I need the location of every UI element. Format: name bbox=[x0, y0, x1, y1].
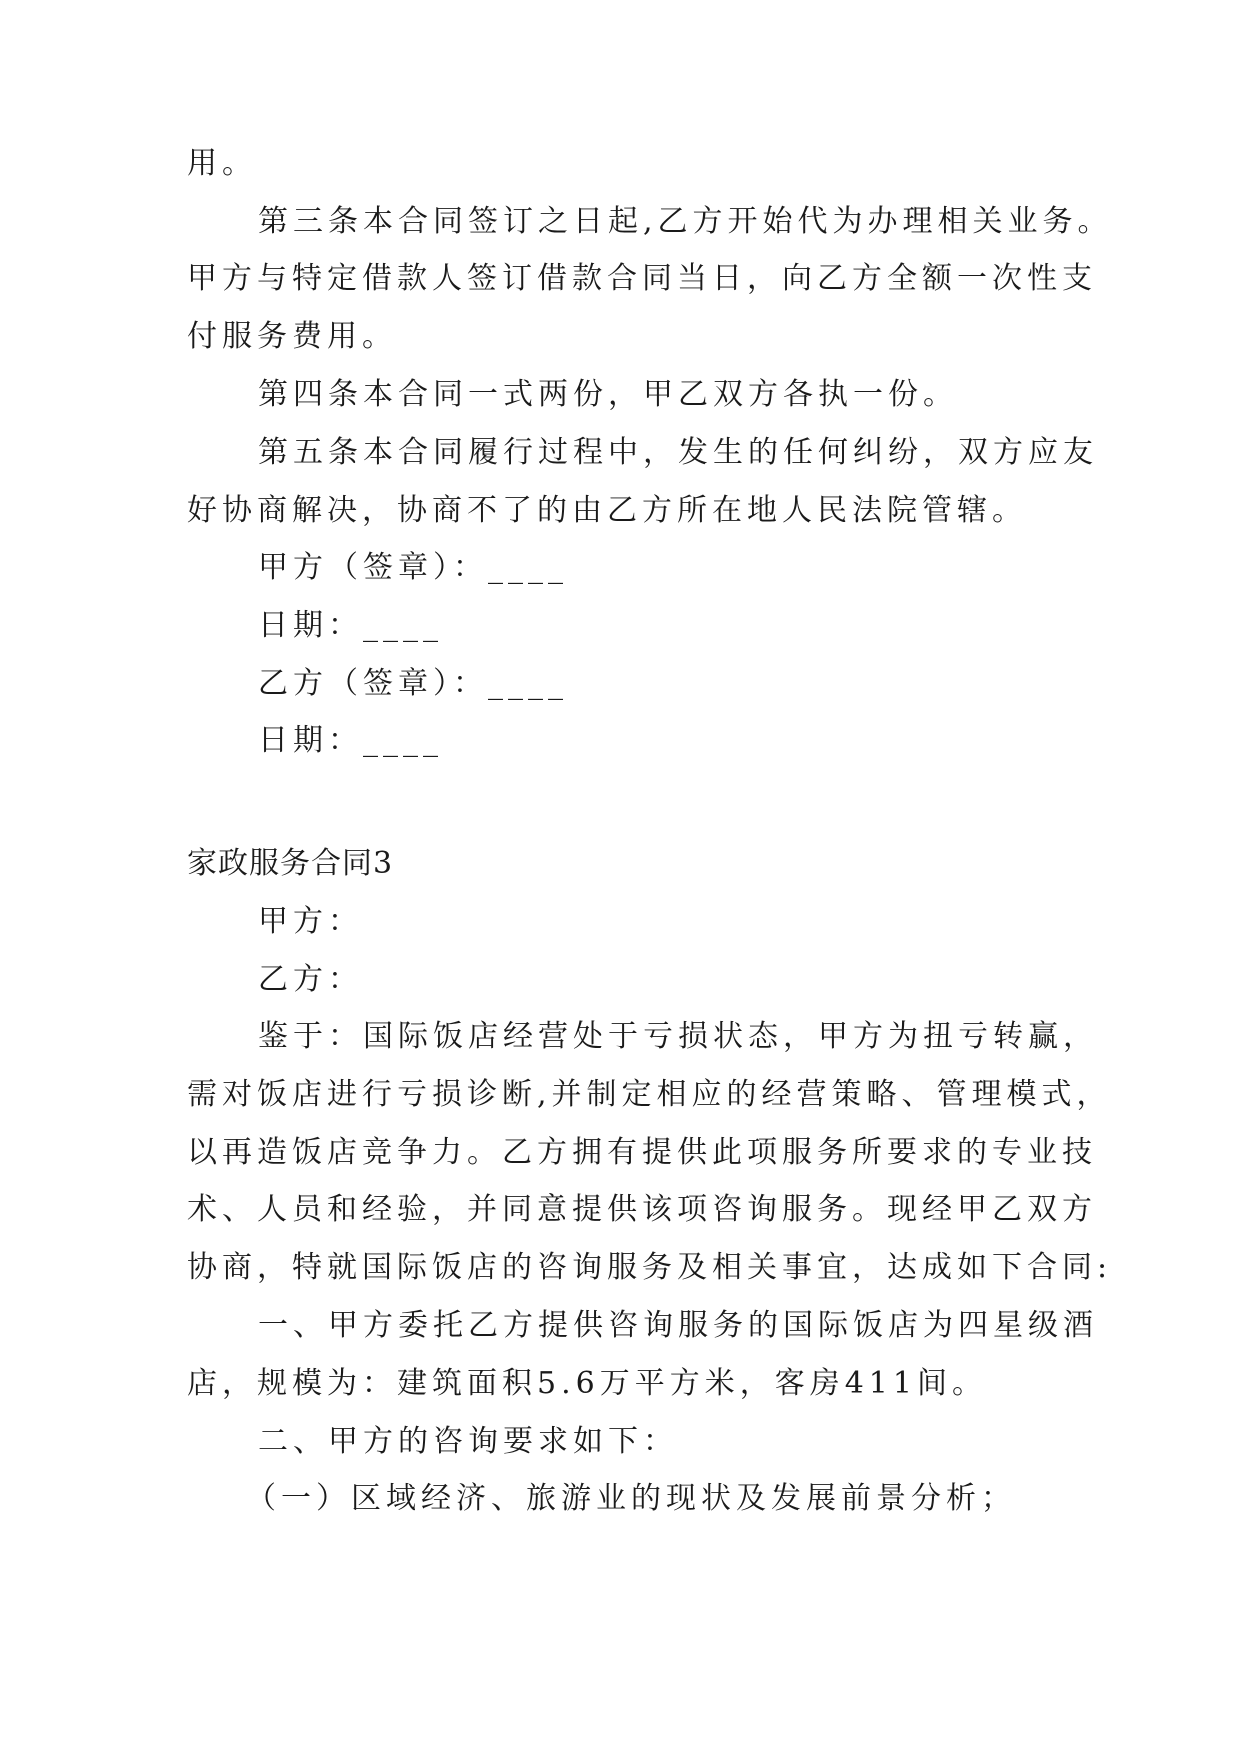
paragraph-line: 店，规模为：建筑面积5.6万平方米，客房411间。 bbox=[187, 1366, 987, 1401]
clause-five-line: 第五条本合同履行过程中，发生的任何纠纷，双方应友 bbox=[258, 435, 1098, 470]
party-b-line: 乙方： bbox=[258, 962, 363, 997]
sub-item-line: （一）区域经济、旅游业的现状及发展前景分析； bbox=[246, 1481, 1016, 1516]
paragraph-line: 术、人员和经验，并同意提供该项咨询服务。现经甲乙双方 bbox=[187, 1192, 1097, 1227]
whereas-line: 鉴于：国际饭店经营处于亏损状态，甲方为扭亏转赢， bbox=[258, 1019, 1098, 1054]
item-two-line: 二、甲方的咨询要求如下： bbox=[258, 1424, 678, 1459]
party-a-signature-line: 甲方（签章）：____ bbox=[258, 550, 568, 585]
section-title: 家政服务合同3 bbox=[187, 846, 394, 881]
party-a-line: 甲方： bbox=[258, 904, 363, 939]
paragraph-line: 好协商解决，协商不了的由乙方所在地人民法院管辖。 bbox=[187, 493, 1027, 528]
item-one-line: 一、甲方委托乙方提供咨询服务的国际饭店为四星级酒 bbox=[258, 1308, 1098, 1343]
paragraph-line: 用。 bbox=[187, 146, 257, 181]
paragraph-line: 需对饭店进行亏损诊断,并制定相应的经营策略、管理模式， bbox=[187, 1077, 1112, 1112]
date-line: 日期：____ bbox=[258, 723, 443, 758]
clause-three-line: 第三条本合同签订之日起,乙方开始代为办理相关业务。 bbox=[258, 204, 1113, 239]
party-b-signature-line: 乙方（签章）：____ bbox=[258, 666, 568, 701]
paragraph-line: 协商，特就国际饭店的咨询服务及相关事宜，达成如下合同: bbox=[187, 1250, 1113, 1285]
date-line: 日期：____ bbox=[258, 608, 443, 643]
paragraph-line: 付服务费用。 bbox=[187, 319, 397, 354]
paragraph-line: 以再造饭店竞争力。乙方拥有提供此项服务所要求的专业技 bbox=[187, 1135, 1097, 1170]
clause-four-line: 第四条本合同一式两份，甲乙双方各执一份。 bbox=[258, 377, 958, 412]
paragraph-line: 甲方与特定借款人签订借款合同当日，向乙方全额一次性支 bbox=[187, 261, 1097, 296]
